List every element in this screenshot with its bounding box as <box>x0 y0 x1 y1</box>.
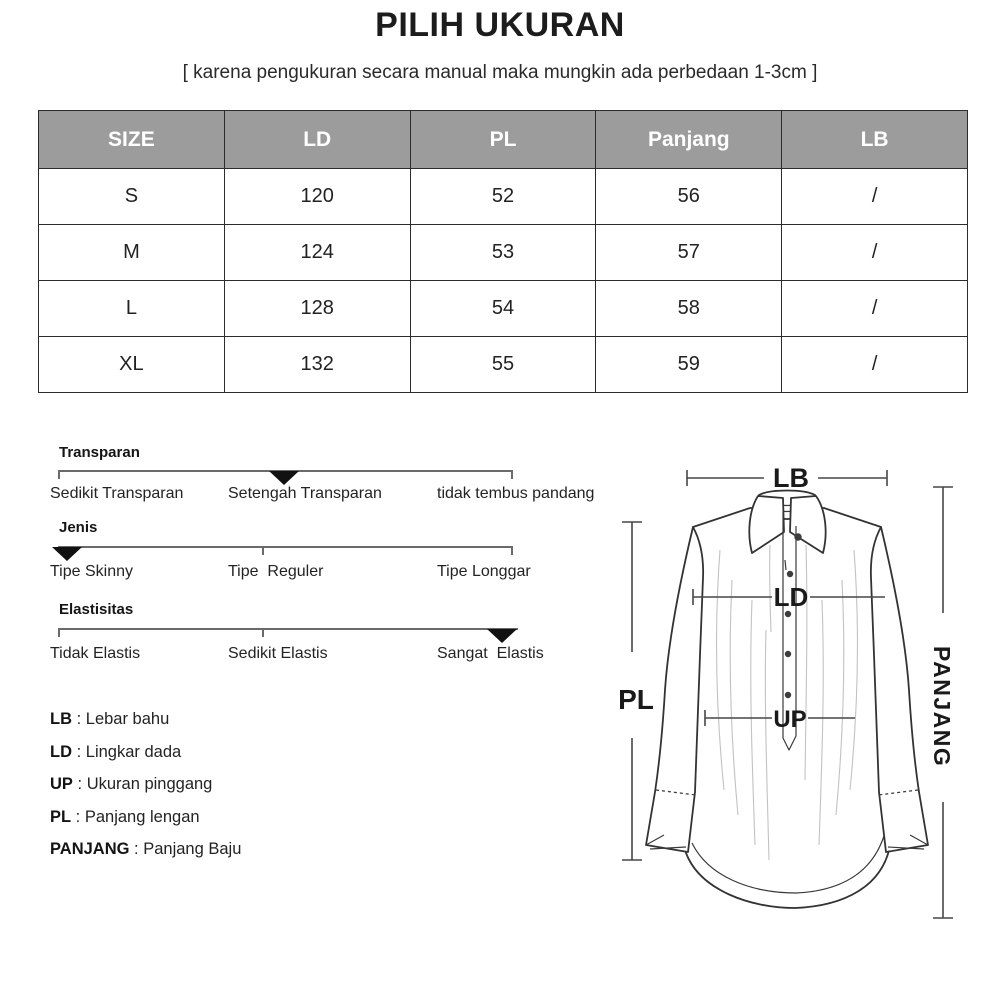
dimension-pl <box>618 522 654 860</box>
legend-abbr: LD <box>50 742 72 761</box>
legend-desc: Lingkar dada <box>85 742 182 761</box>
scale-tick <box>262 629 264 637</box>
page-title: PILIH UKURAN <box>375 6 625 44</box>
scale-label: Sedikit Elastis <box>228 645 328 662</box>
scale-tick <box>58 471 60 479</box>
legend-item-lb <box>50 710 241 729</box>
header-lb: LB <box>782 111 968 169</box>
table-cell: / <box>782 225 968 281</box>
legend-item-pl <box>50 808 241 827</box>
legend-desc: Lebar bahu <box>85 710 170 728</box>
table-row-m <box>39 225 968 281</box>
legend-item-ld <box>50 743 241 762</box>
legend-desc: Ukuran pinggang <box>86 775 213 793</box>
table-cell: S <box>39 169 225 225</box>
dimension-label-lb: LB <box>773 463 809 493</box>
table-cell: M <box>39 225 225 281</box>
scale-title-jenis: Jenis <box>59 519 98 536</box>
table-cell: 124 <box>224 225 410 281</box>
dimension-label-ld: LD <box>773 582 809 612</box>
legend-item-up <box>50 775 241 794</box>
dimension-label-pl: PL <box>618 684 654 715</box>
scale-tick <box>511 547 513 555</box>
table-cell: XL <box>39 337 225 393</box>
scale-label: Setengah Transparan <box>228 485 382 502</box>
table-cell: / <box>782 169 968 225</box>
header-panjang: Panjang <box>596 111 782 169</box>
scale-label: Sedikit Transparan <box>50 485 184 502</box>
scale-title-elastisitas: Elastisitas <box>59 601 134 618</box>
dimension-label-panjang: PANJANG <box>929 646 955 768</box>
dimension-panjang <box>929 487 955 918</box>
triangle-marker-icon <box>487 629 517 643</box>
scale-line-jenis <box>58 546 513 548</box>
table-cell: 52 <box>410 169 596 225</box>
table-cell: 57 <box>596 225 782 281</box>
shirt-sleeve-right <box>871 527 928 852</box>
scale-label: Sangat Elastis <box>437 645 544 662</box>
header-size: SIZE <box>39 111 225 169</box>
legend-desc: Panjang Baju <box>143 840 242 858</box>
legend-abbr: LB <box>50 710 72 728</box>
legend-separator: : <box>72 742 86 761</box>
table-cell: 56 <box>596 169 782 225</box>
legend-desc: Panjang lengan <box>84 807 200 826</box>
legend-item-panjang <box>50 840 241 859</box>
table-cell: / <box>782 281 968 337</box>
scale-tick <box>511 471 513 479</box>
scale-label: Tipe Longgar <box>437 563 531 580</box>
scale-line-elastisitas <box>58 628 518 630</box>
shirt-sleeve-left <box>646 527 703 852</box>
table-cell: 128 <box>224 281 410 337</box>
table-cell: 132 <box>224 337 410 393</box>
legend-separator: : <box>72 775 87 793</box>
table-cell: 58 <box>596 281 782 337</box>
scale-label: tidak tembus pandang <box>437 485 595 502</box>
table-row-s <box>39 169 968 225</box>
header-pl: PL <box>410 111 596 169</box>
table-cell: L <box>39 281 225 337</box>
scale-tick <box>262 547 264 555</box>
legend-separator: : <box>129 840 144 858</box>
table-row-xl <box>39 337 968 393</box>
size-table <box>38 110 968 393</box>
scale-label: Tipe Skinny <box>50 563 133 580</box>
scale-tick <box>58 629 60 637</box>
table-cell: / <box>782 337 968 393</box>
table-row-l <box>39 281 968 337</box>
dimension-label-up: UP <box>773 706 807 733</box>
table-cell: 120 <box>224 169 410 225</box>
size-table-header-row <box>39 111 968 169</box>
legend-separator: : <box>72 710 86 728</box>
table-cell: 55 <box>410 337 596 393</box>
shirt-measurement-diagram <box>600 450 990 985</box>
table-cell: 59 <box>596 337 782 393</box>
scale-title-transparan: Transparan <box>59 444 140 461</box>
table-cell: 53 <box>410 225 596 281</box>
page-subtitle: [ karena pengukuran secara manual maka mungkin ada perbedaan 1-3cm ] <box>182 62 818 83</box>
legend-abbr: PANJANG <box>50 840 130 858</box>
legend-abbr: UP <box>50 775 73 793</box>
scale-label: Tidak Elastis <box>50 645 141 662</box>
legend-abbr: PL <box>50 807 72 826</box>
header-ld: LD <box>224 111 410 169</box>
dimension-lb <box>687 463 887 493</box>
triangle-marker-icon <box>269 471 299 485</box>
scale-label: Tipe Reguler <box>228 563 324 580</box>
legend-separator: : <box>71 807 85 826</box>
measurement-legend <box>50 710 241 859</box>
triangle-marker-icon <box>52 547 82 561</box>
table-cell: 54 <box>410 281 596 337</box>
